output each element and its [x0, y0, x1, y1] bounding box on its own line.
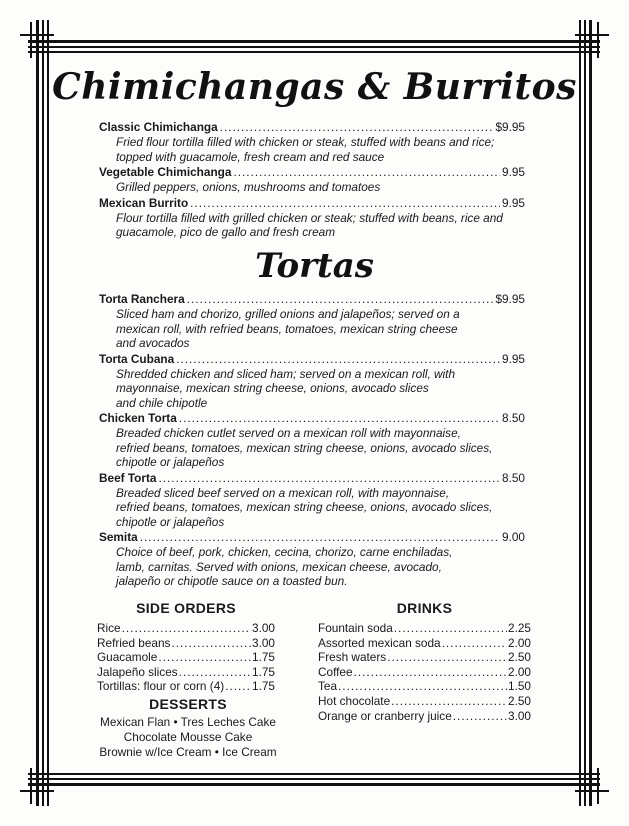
menu-item-mexican-burrito: [99, 196, 525, 240]
menu-item-torta-cubana: [99, 352, 525, 411]
desserts-heading: DESSERTS: [149, 696, 227, 712]
list-item: Tea ..... 1.50: [318, 679, 531, 694]
drinks-heading: DRINKS: [396, 600, 453, 616]
desserts-section: [78, 696, 298, 760]
item-price: 9.00: [502, 530, 525, 544]
chimichangas-burritos-heading: Chimichangas & Burritos: [52, 66, 577, 108]
dessert-line: Chocolate Mousse Cake: [123, 730, 253, 744]
item-description: Flour tortilla filled with grilled chicken or steak; stuffed with beans, rice and guacamole, pico de gallo and fresh cream: [116, 210, 503, 239]
item-name: Chicken Torta: [99, 411, 177, 425]
chimichangas-section: [99, 120, 525, 241]
dot-leader: [233, 165, 500, 180]
item-price: $9.95: [495, 120, 525, 134]
dessert-line: Brownie w/Ice Cream • Ice Cream: [99, 745, 277, 759]
list-item: Rice ..... 3.00: [97, 621, 275, 636]
item-name: Torta Cubana: [99, 351, 175, 366]
menu-item-semita: [99, 530, 525, 589]
item-price: 8.50: [502, 470, 525, 485]
side-orders-section: [97, 600, 275, 694]
item-name: Vegetable Chimichanga: [99, 165, 232, 179]
list-item: Guacamole ..... 1.75: [97, 650, 275, 665]
tortas-section: [99, 292, 525, 590]
menu-item-torta-ranchera: [99, 292, 525, 351]
side-orders-heading: SIDE ORDERS: [136, 600, 236, 616]
item-description: Grilled peppers, onions, mushrooms and tomatoes: [116, 180, 381, 194]
list-item: Hot chocolate ..... 2.50: [318, 694, 531, 709]
item-description: Breaded sliced beef served on a mexican roll, with mayonnaise, refried beans, tomatoes, mexican string cheese, onions, avocado slices, chipotle or jalapeños: [116, 485, 493, 529]
dot-leader: [179, 411, 500, 426]
menu-item-classic-chimichanga: [99, 120, 525, 164]
item-price: $9.95: [495, 292, 525, 306]
item-price: 9.95: [502, 195, 525, 210]
menu-item-beef-torta: [99, 471, 525, 530]
drinks-section: [318, 600, 531, 723]
list-item: Fresh waters ..... 2.50: [318, 650, 531, 665]
dot-leader: [190, 196, 500, 211]
item-description: Fried flour tortilla filled with chicken or steak, stuffed with beans and rice; topped with guacamole, fresh cream and red sauce: [116, 135, 495, 164]
item-name: Classic Chimichanga: [99, 120, 218, 134]
item-description: Choice of beef, pork, chicken, cecina, chorizo, carne enchiladas, lamb, carnitas. Served with onions, mexican cheese, avocado, jalapeño or chipotle sauce on a toasted bun.: [116, 545, 453, 588]
item-price: 8.50: [502, 411, 525, 425]
dot-leader: [220, 120, 494, 135]
list-item: Orange or cranberry juice ..... 3.00: [318, 709, 531, 724]
dot-leader: [176, 352, 500, 367]
list-item: Tortillas: flour or corn (4) ..... 1.75: [97, 679, 275, 694]
item-name: Beef Torta: [99, 470, 157, 485]
item-price: 9.95: [502, 351, 525, 366]
menu-item-chicken-torta: [99, 411, 525, 470]
list-item: Fountain soda ..... 2.25: [318, 621, 531, 636]
item-price: 9.95: [502, 165, 525, 179]
list-item: Jalapeño slices ..... 1.75: [97, 665, 275, 680]
dessert-line: Mexican Flan • Tres Leches Cake: [100, 715, 276, 729]
dot-leader: [140, 530, 500, 545]
item-name: Mexican Burrito: [99, 195, 189, 210]
list-item: Refried beans ..... 3.00: [97, 636, 275, 651]
list-item: Coffee ..... 2.00: [318, 665, 531, 680]
menu-item-vegetable-chimichanga: [99, 165, 525, 195]
list-item: Assorted mexican soda ..... 2.00: [318, 636, 531, 651]
item-description: Breaded chicken cutlet served on a mexican roll with mayonnaise, refried beans, tomatoes, mexican string cheese, onions, avocado slices, chipotle or jalapeños: [116, 426, 493, 469]
item-description: Shredded chicken and sliced ham; served on a mexican roll, with mayonnaise, mexican string cheese, onions, avocado slices and chile chipotle: [116, 366, 456, 410]
tortas-heading: Tortas: [255, 246, 374, 286]
dot-leader: [187, 292, 494, 307]
item-description: Sliced ham and chorizo, grilled onions and jalapeños; served on a mexican roll, with refried beans, tomatoes, mexican string cheese and avocados: [116, 307, 460, 350]
item-name: Semita: [99, 530, 138, 544]
dot-leader: [158, 471, 500, 486]
item-name: Torta Ranchera: [99, 292, 185, 306]
